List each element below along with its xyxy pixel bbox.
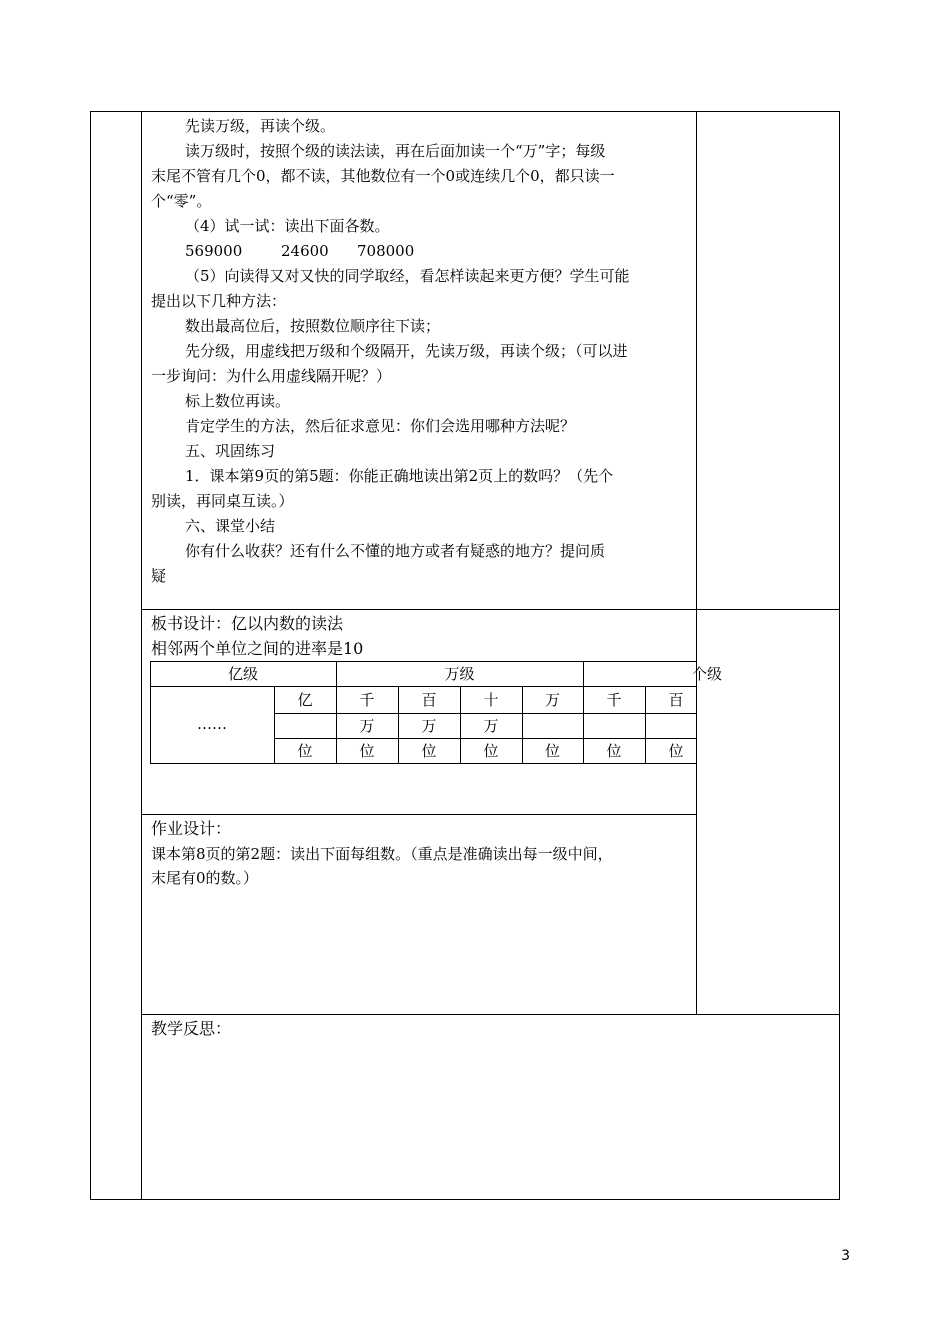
- board-title: 板书设计：亿以内数的读法: [151, 614, 344, 633]
- table-top-border: [90, 111, 840, 112]
- page-number: 3: [841, 1248, 850, 1264]
- place-cell: 千: [606, 691, 622, 709]
- lesson-line: 先读万级，再读个级。: [185, 117, 336, 135]
- group-header-wan: 万级: [444, 665, 475, 683]
- place-cell: 位: [544, 742, 560, 760]
- section-heading: 六、课堂小结: [185, 517, 276, 535]
- lesson-line: 先分级，用虚线把万级和个级隔开，先读万级，再读个级；（可以进: [185, 342, 628, 360]
- place-cell: 万: [421, 717, 437, 735]
- lesson-line: 标上数位再读。: [185, 392, 291, 410]
- place-cell: 亿: [297, 691, 313, 709]
- row-divider-board: [141, 609, 840, 610]
- reflection-title: 教学反思：: [151, 1019, 232, 1038]
- lesson-line: 个“零”。: [151, 192, 212, 210]
- place-cell: 万: [544, 691, 560, 709]
- place-cell: 位: [359, 742, 375, 760]
- group-header-ge: 个级: [692, 665, 723, 683]
- lesson-line: 1．课本第9页的第5题：你能正确地读出第2页上的数吗？（先个: [185, 467, 614, 485]
- example-number: 708000: [357, 242, 415, 260]
- place-cell: 位: [606, 742, 622, 760]
- table-inner-left-border: [141, 111, 142, 1200]
- group-header-yi: 亿级: [227, 665, 258, 683]
- place-cell: 位: [483, 742, 499, 760]
- lesson-line: 一步询问：为什么用虚线隔开呢？）: [151, 367, 392, 385]
- lesson-line: 肯定学生的方法，然后征求意见：你们会选用哪种方法呢？: [185, 417, 576, 435]
- place-cell: 百: [668, 691, 684, 709]
- place-cell: 十: [483, 691, 499, 709]
- section-heading: 五、巩固练习: [185, 442, 276, 460]
- lesson-line: 末尾不管有几个0，都不读，其他数位有一个0或连续几个0，都只读一: [151, 167, 615, 185]
- place-cell: 位: [297, 742, 313, 760]
- lesson-line: 别读，再同桌互读。）: [151, 492, 294, 510]
- place-cell: 位: [668, 742, 684, 760]
- board-subtitle: 相邻两个单位之间的进率是10: [151, 639, 364, 658]
- lesson-line: 读万级时，按照个级的读法读，再在后面加读一个“万”字；每级: [185, 142, 606, 160]
- row-divider-homework: [141, 814, 697, 815]
- homework-title: 作业设计：: [151, 819, 232, 838]
- table-remark-column-border: [696, 111, 697, 1014]
- place-cell: 千: [359, 691, 375, 709]
- place-cell: 万: [483, 717, 499, 735]
- row-divider-reflection: [141, 1014, 840, 1015]
- lesson-line: 数出最高位后，按照数位顺序往下读；: [185, 317, 441, 335]
- example-number: 24600: [281, 242, 329, 260]
- ellipsis: ……: [197, 715, 227, 733]
- place-cell: 位: [421, 742, 437, 760]
- lesson-line: （5）向读得又对又快的同学取经，看怎样读起来更方便？学生可能: [185, 267, 630, 285]
- lesson-line: 疑: [151, 567, 167, 585]
- table-left-border: [90, 111, 91, 1200]
- lesson-line: 提出以下几种方法：: [151, 292, 287, 310]
- example-number: 569000: [185, 242, 243, 260]
- homework-line: 课本第8页的第2题：读出下面每组数。（重点是准确读出每一级中间，: [151, 845, 613, 863]
- table-bottom-border: [90, 1199, 840, 1200]
- place-cell: 万: [359, 717, 375, 735]
- lesson-line: （4）试一试：读出下面各数。: [185, 217, 390, 235]
- place-cell: 百: [421, 691, 437, 709]
- table-right-border: [839, 111, 840, 1200]
- lesson-line: 你有什么收获？还有什么不懂的地方或者有疑惑的地方？提问质: [185, 542, 606, 560]
- homework-line: 末尾有0的数。）: [151, 869, 259, 887]
